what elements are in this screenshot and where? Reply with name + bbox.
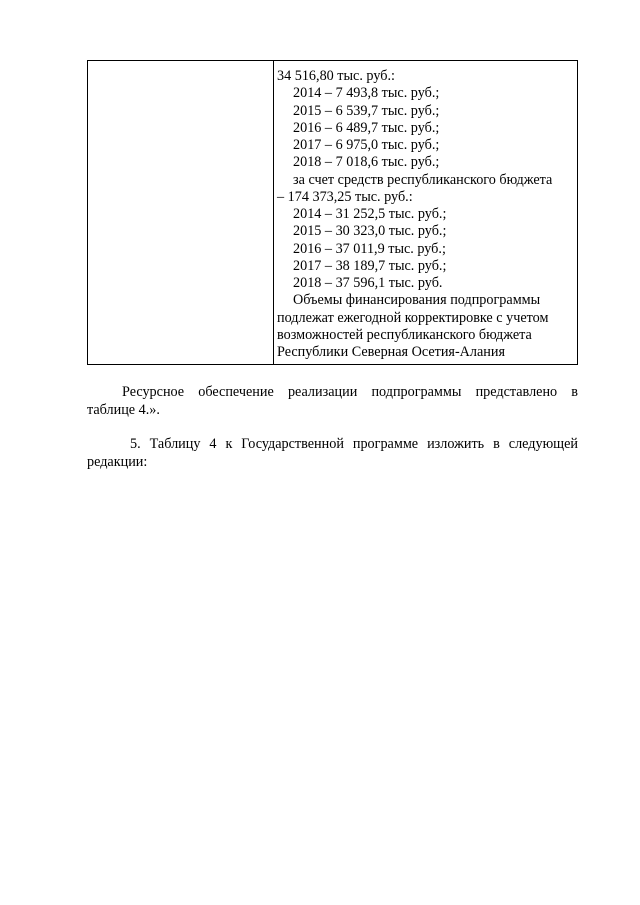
cell-line: 2015 – 30 323,0 тыс. руб.; <box>293 223 447 240</box>
cell-line: 2016 – 6 489,7 тыс. руб.; <box>293 119 440 136</box>
paragraph-line: редакции: <box>87 453 148 470</box>
cell-line: 2018 – 7 018,6 тыс. руб.; <box>293 154 440 171</box>
cell-line: 2014 – 7 493,8 тыс. руб.; <box>293 85 440 102</box>
cell-line: возможностей республиканского бюджета <box>277 326 532 343</box>
cell-line: 2016 – 37 011,9 тыс. руб.; <box>293 240 446 257</box>
cell-line: 2017 – 38 189,7 тыс. руб.; <box>293 257 447 274</box>
item-5-paragraph <box>87 436 578 471</box>
cell-line: Республики Северная Осетия-Алания <box>277 344 506 360</box>
paragraph-line: Ресурсное обеспечение реализации подпрограммы представлено в <box>122 384 578 400</box>
cell-line: 2015 – 6 539,7 тыс. руб.; <box>293 102 440 119</box>
table-row <box>88 61 578 365</box>
financing-table <box>87 60 578 365</box>
cell-line: 2017 – 6 975,0 тыс. руб.; <box>293 137 440 153</box>
cell-line: – 174 373,25 тыс. руб.: <box>277 188 413 205</box>
cell-line: 2014 – 31 252,5 тыс. руб.; <box>293 206 447 222</box>
resource-paragraph <box>87 384 578 419</box>
cell-line: Объемы финансирования подпрограммы <box>293 292 541 309</box>
cell-line: подлежат ежегодной корректировке с учетом <box>277 309 549 326</box>
paragraph-line: таблице 4.». <box>87 401 160 418</box>
table-right-cell <box>274 61 578 365</box>
cell-line: 2018 – 37 596,1 тыс. руб. <box>293 275 443 291</box>
table-left-cell <box>88 61 274 365</box>
paragraph-line: 5. Таблицу 4 к Государственной программе изложить в следующей <box>130 436 578 452</box>
cell-line: 34 516,80 тыс. руб.: <box>277 68 395 84</box>
cell-line: за счет средств республиканского бюджета <box>293 171 553 188</box>
